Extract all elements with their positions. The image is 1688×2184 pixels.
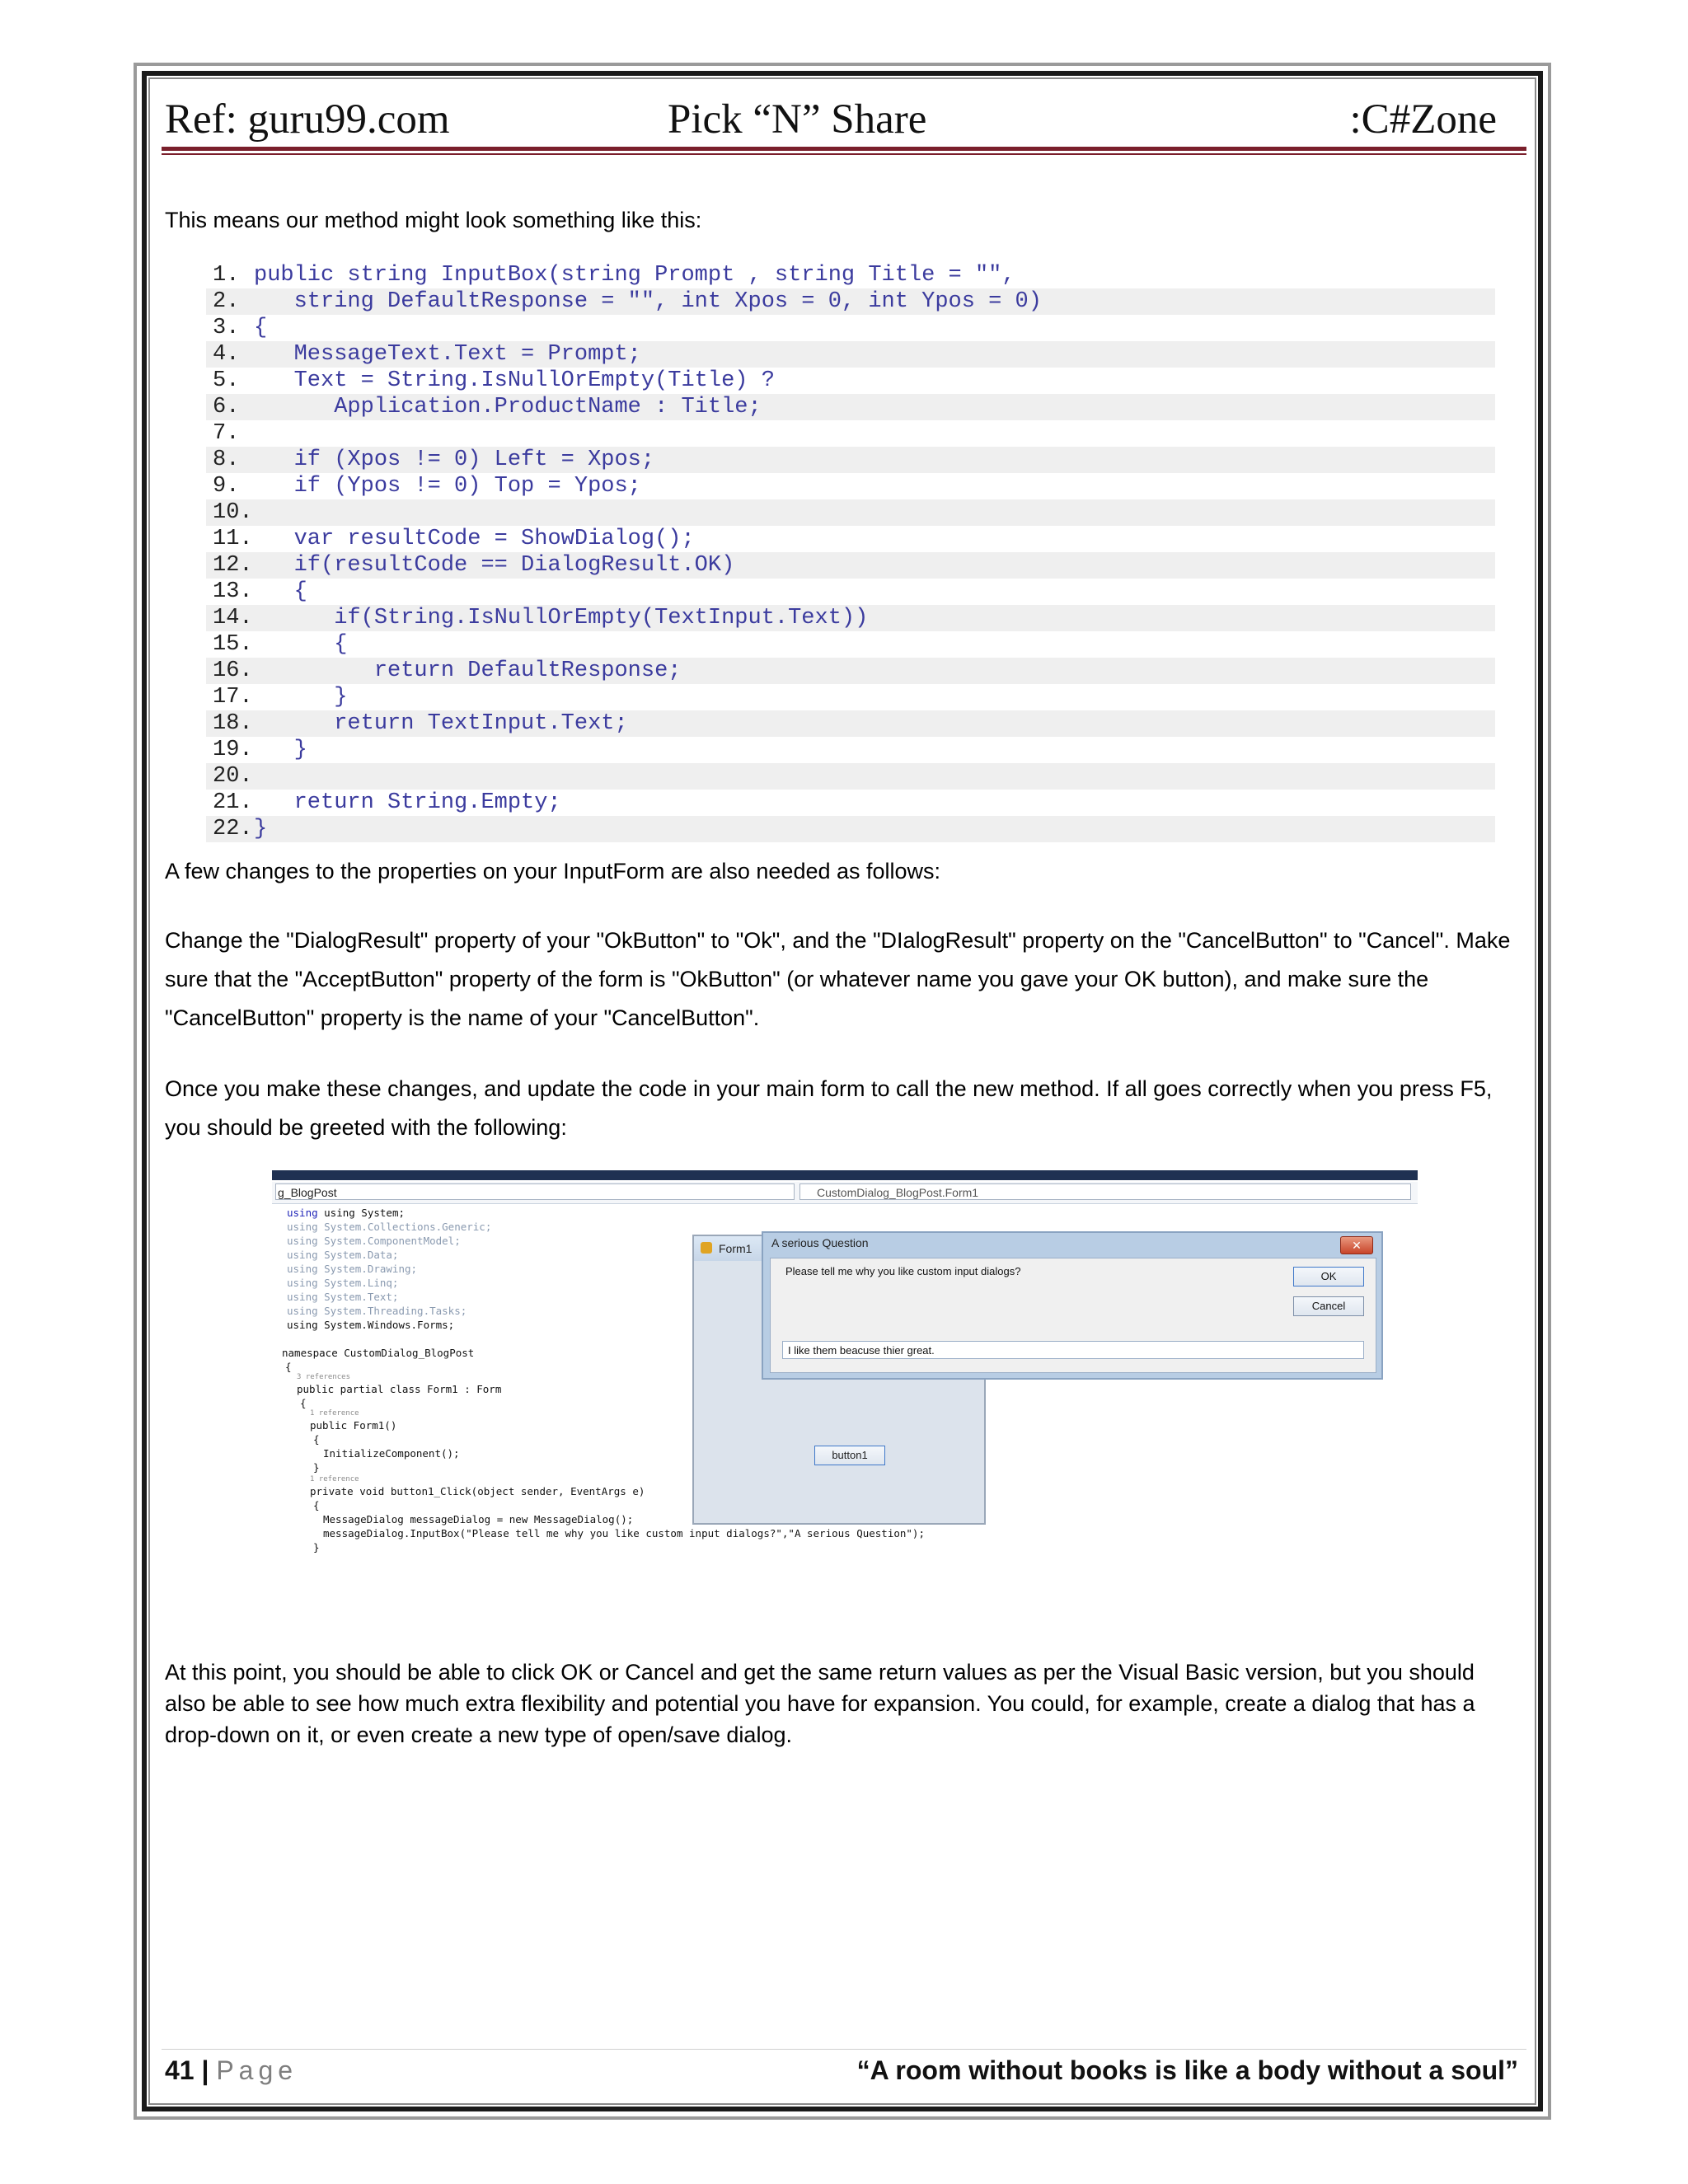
code-line (206, 605, 1495, 631)
code-using-line: using using System; (287, 1207, 405, 1219)
ok-button[interactable]: OK (1293, 1267, 1364, 1286)
code-line-number: 17. (213, 685, 253, 710)
code-line (206, 447, 1495, 473)
code-line-number: 13. (213, 579, 253, 604)
code-line-text: if (Ypos != 0) Top = Ypos; (254, 474, 641, 499)
code-line-text: using System.Windows.Forms; (287, 1319, 455, 1331)
code-line-number: 1. (213, 263, 240, 288)
dialogresult-paragraph: Change the "DialogResult" property of your "OkButton" to "Ok", and the "DIalogResult" property on the "CancelButton" to "Cancel". Make sure that the "AcceptButton" property of the form is "OkButton" (or whatever name you gave your OK button), and make sure the "CancelButton" property is the name of your "CancelButton". (165, 928, 1511, 1030)
close-icon[interactable]: ✕ (1340, 1236, 1373, 1254)
code-line-text: var resultCode = ShowDialog(); (254, 527, 695, 551)
code-line-text: { (300, 1397, 307, 1409)
code-line-text: { (254, 632, 348, 657)
code-line-text: MessageText.Text = Prompt; (254, 342, 641, 367)
code-line (206, 816, 1495, 842)
final-paragraph: At this point, you should be able to click OK or Cancel and get the same return values as per the Visual Basic version, but you should also be able to see how much extra flexibility and potential you have for expansion. You could, for example, create a dialog that has a drop-down on it, or even create a new type of open/save dialog. (165, 1660, 1475, 1747)
code-line-number: 20. (213, 764, 253, 789)
code-line-text: messageDialog.InputBox("Please tell me why you like custom input dialogs?","A serious Question"); (323, 1527, 925, 1540)
code-line-number: 4. (213, 342, 240, 367)
code-line-number: 18. (213, 711, 253, 736)
code-line-text: InitializeComponent(); (323, 1447, 460, 1460)
code-line (206, 420, 1495, 447)
code-line-text: using System; (324, 1207, 405, 1219)
code-line-text: { (285, 1361, 292, 1373)
code-line-text: { (254, 316, 268, 340)
page-separator: | (201, 2055, 209, 2085)
code-line-text: if(String.IsNullOrEmpty(TextInput.Text)) (254, 606, 869, 630)
code-line-text: { (313, 1499, 320, 1511)
code-line (206, 710, 1495, 737)
code-line-text: public string InputBox(string Prompt , string Title = "", (254, 263, 1015, 288)
code-line-text: Text = String.IsNullOrEmpty(Title) ? (254, 368, 775, 393)
code-line (206, 763, 1495, 790)
header-title: Pick “N” Share (668, 96, 927, 143)
once-paragraph: Once you make these changes, and update the code in your main form to call the new method. If all goes correctly when you press F5, you should be greeted with the following: (165, 1076, 1493, 1140)
code-line (206, 790, 1495, 816)
code-line-text: private void button1_Click(object sender, EventArgs e) (310, 1485, 645, 1497)
code-line-text: using System.Drawing; (287, 1263, 418, 1275)
code-line-text: } (254, 685, 348, 710)
code-line (206, 579, 1495, 605)
code-line-number: 12. (213, 553, 253, 578)
page-number: 41 (165, 2055, 195, 2085)
code-ref-hint: 1 reference (310, 1475, 359, 1483)
code-line (206, 262, 1495, 288)
dialog-text-input[interactable]: I like them beacuse thier great. (782, 1341, 1364, 1359)
ide-screenshot (272, 1170, 1418, 1625)
code-ref-hint: 1 reference (310, 1409, 359, 1418)
ide-class-combo: g_BlogPost (275, 1183, 795, 1200)
footer-rule (162, 2049, 1526, 2050)
code-line-text: } (254, 738, 307, 762)
code-line-text: if(resultCode == DialogResult.OK) (254, 553, 735, 578)
code-line-text: { (313, 1433, 320, 1446)
dialog-body (770, 1258, 1376, 1373)
code-line-text: using System.Threading.Tasks; (287, 1305, 467, 1317)
code-line (206, 341, 1495, 368)
code-line (206, 473, 1495, 499)
code-line-text: string DefaultResponse = "", int Xpos = 0, int Ypos = 0) (254, 289, 1042, 314)
footer-page-info (165, 2055, 298, 2086)
page-label: Page (216, 2055, 298, 2085)
code-line-text: public partial class Form1 : Form (297, 1383, 502, 1395)
code-line-text: return TextInput.Text; (254, 711, 628, 736)
code-ref-hint: 3 references (297, 1373, 351, 1381)
header-ref: Ref: guru99.com (165, 96, 450, 143)
code-line-text: using System.ComponentModel; (287, 1235, 461, 1247)
form1-title: Form1 (719, 1242, 753, 1255)
header-rule-thin (162, 153, 1526, 155)
code-line-text: namespace CustomDialog_BlogPost (282, 1347, 475, 1359)
code-line-text: return String.Empty; (254, 790, 561, 815)
code-line-text: return DefaultResponse; (254, 658, 682, 683)
code-line (206, 288, 1495, 315)
code-line-number: 5. (213, 368, 240, 393)
form1-icon (701, 1242, 712, 1254)
code-line (206, 684, 1495, 710)
cancel-button[interactable]: Cancel (1293, 1296, 1364, 1316)
changes-paragraph: A few changes to the properties on your InputForm are also needed as follows: (165, 859, 941, 883)
code-line-text: } (254, 817, 268, 841)
code-line-number: 15. (213, 632, 253, 657)
code-line-text: public Form1() (310, 1419, 397, 1432)
code-line-number: 7. (213, 421, 240, 446)
code-line (206, 499, 1495, 526)
ide-member-combo: CustomDialog_BlogPost.Form1 (799, 1183, 1411, 1200)
code-line-number: 14. (213, 606, 253, 630)
code-line-text: } (313, 1541, 320, 1554)
button1[interactable]: button1 (814, 1446, 885, 1465)
code-line (206, 631, 1495, 658)
code-line-number: 8. (213, 448, 240, 472)
code-line-number: 6. (213, 395, 240, 419)
code-line-text: using System.Data; (287, 1249, 399, 1261)
code-line-number: 16. (213, 658, 253, 683)
code-line (206, 658, 1495, 684)
code-line-text: { (254, 579, 307, 604)
code-listing (206, 262, 1495, 842)
code-line-number: 22. (213, 817, 253, 841)
code-line-text: using System.Collections.Generic; (287, 1221, 492, 1233)
dialog-title: A serious Question (771, 1236, 869, 1249)
code-line-number: 10. (213, 500, 253, 525)
code-line-text: if (Xpos != 0) Left = Xpos; (254, 448, 655, 472)
intro-paragraph: This means our method might look something like this: (165, 208, 702, 232)
code-line-number: 21. (213, 790, 253, 815)
code-line-number: 3. (213, 316, 240, 340)
dialog-message: Please tell me why you like custom input dialogs? (785, 1265, 1021, 1277)
code-line-number: 11. (213, 527, 253, 551)
code-line-number: 19. (213, 738, 253, 762)
code-line-number: 9. (213, 474, 240, 499)
code-line (206, 394, 1495, 420)
code-line-text: Application.ProductName : Title; (254, 395, 762, 419)
code-line-number: 2. (213, 289, 240, 314)
code-line (206, 368, 1495, 394)
code-line (206, 552, 1495, 579)
code-line (206, 315, 1495, 341)
code-line-text: using System.Linq; (287, 1277, 399, 1289)
code-line (206, 737, 1495, 763)
header-zone: :C#Zone (1349, 96, 1497, 143)
code-line-text: MessageDialog messageDialog = new MessageDialog(); (323, 1513, 634, 1526)
code-line (206, 526, 1495, 552)
ide-toolbar (272, 1170, 1418, 1180)
footer-quote: “A room without books is like a body without a soul” (856, 2055, 1518, 2085)
code-line-text: using System.Text; (287, 1291, 399, 1303)
code-line-text: } (313, 1461, 320, 1474)
input-dialog (762, 1231, 1383, 1380)
header-rule (162, 147, 1526, 151)
